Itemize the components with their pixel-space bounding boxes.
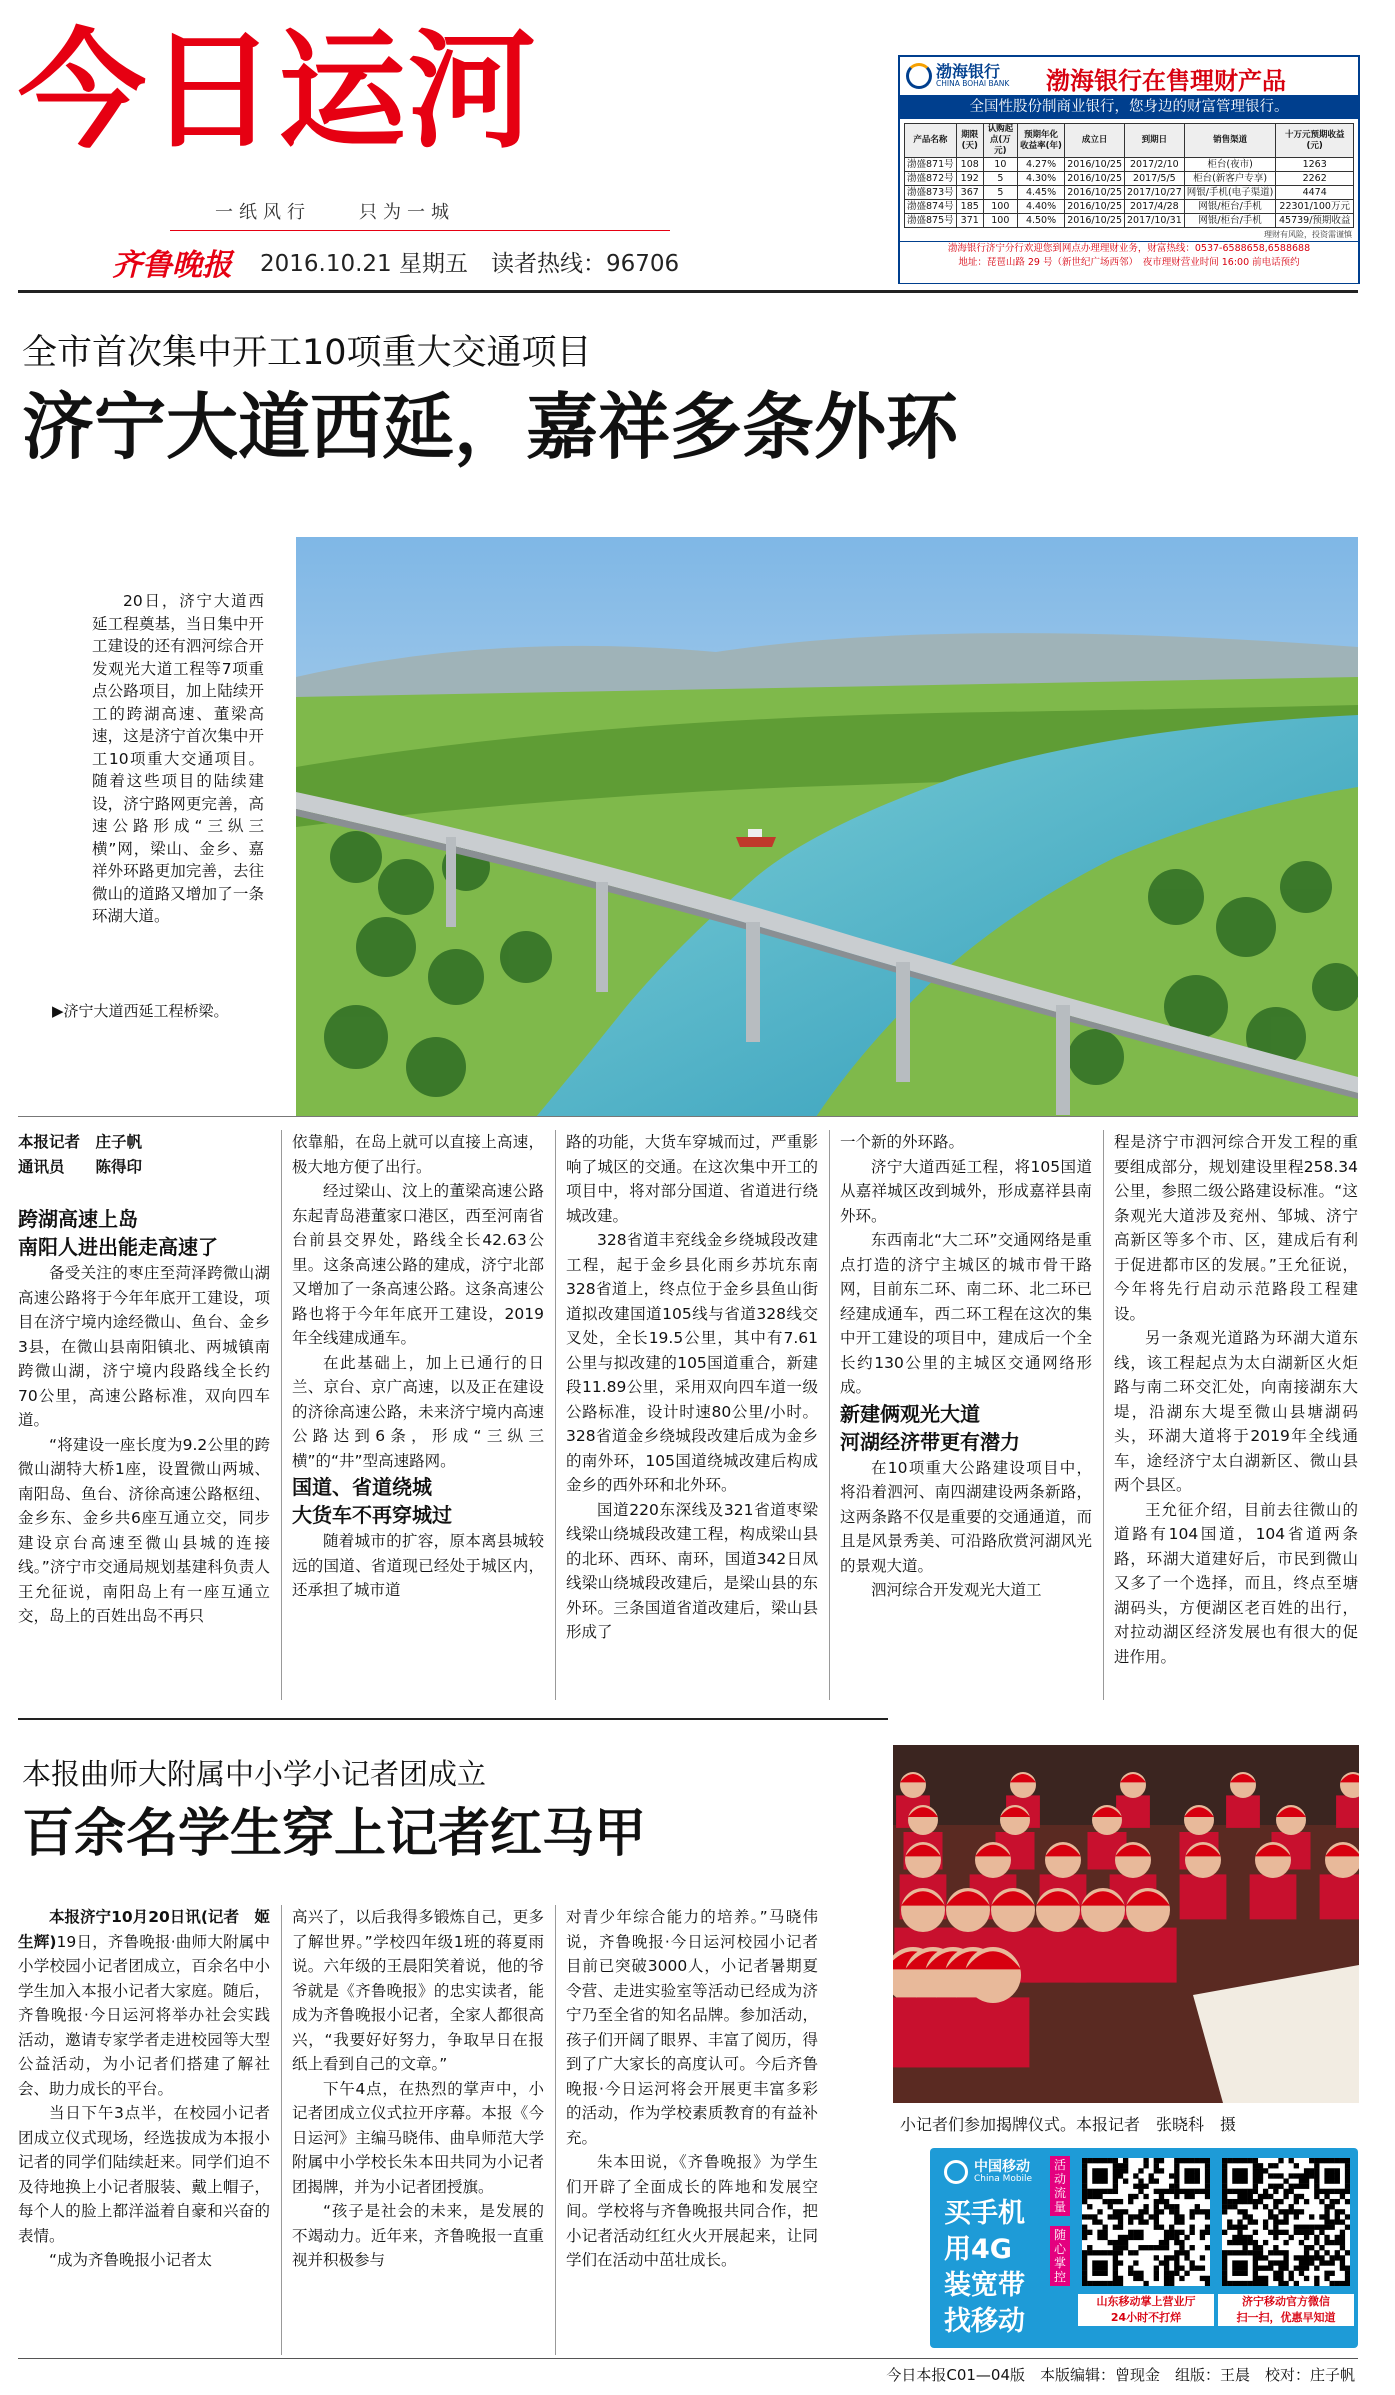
bank-table-header: 销售渠道 xyxy=(1184,124,1276,158)
story1-col1: 本报记者 庄子帆 通讯员 陈得印 跨湖高速上岛 南阳人进出能走高速了 备受关注的枣庄至菏泽跨微山湖高速公路将于今年年底开工建设，项目在济宁境内途经微山、鱼台、金乡3县，在微山县南阳镇北、两城镇南跨微山湖，济宁境内段路线全长约70公里，高速公路标准，双向四车道。 “将建设一座长度为9.2公里的跨微山湖特大桥1座，设置微山两城、南阳岛、鱼台、济徐高速公路枢纽、金乡东、金乡共6座互通立交，同步建设京台高速至微山县城的连接线。”济宁市交通局规划基建科负责人王允征说，南阳岛上有一座互通立交，岛上的百姓出岛不再只 xyxy=(18,1130,270,1629)
bank-table-row xyxy=(905,186,1354,200)
bank-table-cell: 4474 xyxy=(1276,186,1354,200)
bank-table-cell: 4.30% xyxy=(1017,172,1064,186)
bank-table-cell: 108 xyxy=(956,158,983,172)
story2-col1: 本报济宁10月20日讯(记者 姬生辉)19日，齐鲁晚报·曲师大附属中小学校园小记者团成立，百余名中小学生加入本报小记者大家庭。随后，齐鲁晚报·今日运河将举办社会实践活动，邀请专家学者走进校园等大型公益活动，为小记者们搭建了解社会、助力成长的平台。 当日下午3点半，在校园小记者团成立仪式现场，经选拔成为本报小记者的同学们陆续赶来。同学们迫不及待地换上小记者服装、戴上帽子，每个人的脸上都洋溢着自豪和兴奋的表情。 “成为齐鲁晚报小记者太 xyxy=(18,1908,270,2269)
story1-intro: 20日，济宁大道西延工程奠基，当日集中开工建设的还有泗河综合开发观光大道工程等7项重点公路项目，加上陆续开工的跨湖高速、董梁高速，这是济宁首次集中开工10项重大交通项目。随着这些项目的陆续建设，济宁路网更完善，高速公路形成“三纵三横”网，梁山、金乡、嘉祥外环路更加完善，去往微山的道路又增加了一条环湖大道。 xyxy=(92,592,264,925)
bank-table-row xyxy=(905,200,1354,214)
bank-table-row xyxy=(905,214,1354,228)
story1-col3: 路的功能，大货车穿城而过，严重影响了城区的交通。在这次集中开工的项目中，将对部分国道、省道进行绕城改建。 328省道丰兖线金乡绕城段改建工程，起于金乡县化雨乡苏坑东南328省道上，终点位于金乡县鱼山街道拟改建国道105线与省道328线交叉处，全长19.5公里，其中有7.61公里与拟改建的105国道重合，新建段11.89公里，采用双向四车道一级公路标准，设计时速80公里/小时。328省道金乡绕城段改建后成为金乡的南外环，105国道绕城改建后构成金乡的西外环和北外环。 国道220东深线及321省道枣梁线梁山绕城段改建工程，构成梁山县的北环、西环、南环，国道342日凤线梁山绕城段改建后，是梁山县的东外环。三条国道省道改建后，梁山县形成了 xyxy=(566,1133,818,1641)
bank-table-cell: 网银/手机(电子渠道) xyxy=(1184,186,1276,200)
masthead-divider xyxy=(18,290,1358,293)
footer-rule xyxy=(18,2358,1358,2359)
bank-table-cell: 渤盛871号 xyxy=(905,158,957,172)
bank-table-cell: 柜台(夜市) xyxy=(1184,158,1276,172)
bank-table-cell: 10 xyxy=(983,158,1017,172)
mobile-ad-slogan: 买手机 用4G 装宽带 找移动 xyxy=(944,2198,1025,2337)
story1-kicker: 全市首次集中开工10项重大交通项目 xyxy=(22,333,592,373)
bank-ad-footnote: 理财有风险，投资需谨慎 xyxy=(1264,230,1352,239)
story2-headline: 百余名学生穿上记者红马甲 xyxy=(22,1804,647,1864)
mobile-ad[interactable] xyxy=(930,2148,1358,2348)
qr-code-1-icon xyxy=(1082,2158,1210,2286)
qr-code-2-icon xyxy=(1222,2158,1350,2286)
bank-table-header: 产品名称 xyxy=(905,124,957,158)
bank-ad-footer-line1: 渤海银行济宁分行欢迎您到网点办理理财业务，财富热线：0537-6588658,6588688 xyxy=(947,243,1311,254)
bank-table-header: 期限(天) xyxy=(956,124,983,158)
bank-table-cell: 100 xyxy=(983,200,1017,214)
bank-table-cell: 4.45% xyxy=(1017,186,1064,200)
story1-byline2: 通讯员 陈得印 xyxy=(18,1157,143,1176)
bank-ad-header xyxy=(900,57,1358,95)
bank-table-cell: 4.40% xyxy=(1017,200,1064,214)
china-mobile-logo-icon xyxy=(944,2160,968,2184)
bank-table-cell: 渤盛875号 xyxy=(905,214,957,228)
bank-table-cell: 4.50% xyxy=(1017,214,1064,228)
bank-logo-icon xyxy=(906,63,932,89)
bank-table-cell: 网银/柜台/手机 xyxy=(1184,214,1276,228)
bank-table-cell: 5 xyxy=(983,186,1017,200)
bank-table-header: 成立日 xyxy=(1065,124,1125,158)
story1-headline: 济宁大道西延，嘉祥多条外环 xyxy=(22,385,959,469)
story1-col2: 依靠船，在岛上就可以直接上高速，极大地方便了出行。 经过梁山、汶上的董梁高速公路东起青岛港董家口港区，西至河南省台前县交界处，路线全长42.63公里。这条高速公路的建成，济宁北部又增加了一条高速公路。这条高速公路也将于今年年底开工建设，2019年全线建成通车。 在此基础上，加上已通行的日兰、京台、京广高速，以及正在建设的济徐高速公路，未来济宁境内高速公路达到6条，形成“三纵三横”的“井”型高速路网。 国道、省道绕城 大货车不再穿城过 随着城市的扩容，原本离县城较远的国道、省道现已经处于城区内，还承担了城市道 xyxy=(292,1133,544,1599)
story-divider xyxy=(18,1718,888,1720)
date-line: 2016.10.21 星期五 读者热线：96706 xyxy=(260,251,680,277)
story1-byline1: 本报记者 庄子帆 xyxy=(18,1133,143,1151)
bank-table-cell: 2016/10/25 xyxy=(1065,214,1125,228)
masthead-rule xyxy=(170,230,670,231)
bank-table-header: 认购起点(万元) xyxy=(983,124,1017,158)
masthead-title: 今日运河 xyxy=(18,17,539,166)
bank-table-cell: 2017/4/28 xyxy=(1125,200,1185,214)
bank-table-cell: 2017/2/10 xyxy=(1125,158,1185,172)
mobile-brand-en: China Mobile xyxy=(974,2174,1033,2184)
bank-ad-tagline: 全国性股份制商业银行，您身边的财富管理银行。 xyxy=(900,95,1358,119)
bank-table-cell: 柜台(新客户专享) xyxy=(1184,172,1276,186)
story1-subhead3: 新建俩观光大道 河湖经济带更有潜力 xyxy=(840,1401,1020,1454)
page-footer: 今日本报C01—04版 本版编辑：曾现金 组版：王晨 校对：庄子帆 xyxy=(886,2366,1355,2384)
qr-code-1[interactable] xyxy=(1082,2158,1210,2286)
bank-table-cell: 2017/10/27 xyxy=(1125,186,1185,200)
bank-ad-footer-line2: 地址：琵琶山路 29 号（新世纪广场西邻） 夜市理财营业时间 16:00 前电话预约 xyxy=(958,257,1300,268)
mobile-ad-tag2: 随心掌控 xyxy=(1050,2226,1070,2286)
bridge-photo xyxy=(296,537,1358,1117)
bank-table-cell: 367 xyxy=(956,186,983,200)
masthead-slogan: 一纸风行 只为一城 xyxy=(215,202,455,223)
qr-code-2[interactable] xyxy=(1222,2158,1350,2286)
bank-table-cell: 2016/10/25 xyxy=(1065,200,1125,214)
bank-table-cell: 100 xyxy=(983,214,1017,228)
bank-ad-footer xyxy=(900,241,1358,283)
bank-table-cell: 2016/10/25 xyxy=(1065,172,1125,186)
story1-photo-rule xyxy=(18,1116,1358,1117)
story2-photo-caption: 小记者们参加揭牌仪式。本报记者 张晓科 摄 xyxy=(900,2115,1237,2134)
bank-table-cell: 185 xyxy=(956,200,983,214)
bank-table-cell: 1263 xyxy=(1276,158,1354,172)
bank-logo-en: CHINA BOHAI BANK xyxy=(936,79,1010,88)
bridge-photo-svg xyxy=(296,537,1358,1117)
qr-caption-2: 济宁移动官方微信 扫一扫，优惠早知道 xyxy=(1218,2294,1354,2326)
story1-col5: 程是济宁市泗河综合开发工程的重要组成部分，规划建设里程258.34公里，参照二级公路建设标准。“这条观光大道涉及兖州、邹城、济宁高新区等多个市、区，建成后有利于促进都市区的发展。”王允征说，今年将先行启动示范路段工程建设。 另一条观光道路为环湖大道东线，该工程起点为太白湖新区火炬路与南二环交汇处，向南接湖东大堤，沿湖东大堤至微山县塘湖码头，环湖大道将于2019年全线通车，途经济宁太白湖新区、微山县两个县区。 王允征介绍，目前去往微山的道路有104国道，104省道两条路，环湖大道建好后，市民到微山又多了一个选择，而且，终点至塘湖码头，方便湖区老百姓的出行，对拉动湖区经济发展也有很大的促进作用。 xyxy=(1114,1133,1358,1666)
bank-product-table xyxy=(904,123,1354,228)
bank-table-header: 十万元预期收益(元) xyxy=(1276,124,1354,158)
qr-caption-1: 山东移动掌上营业厅 24小时不打烊 xyxy=(1078,2294,1214,2326)
students-photo xyxy=(893,1745,1359,2103)
bank-table-header: 到期日 xyxy=(1125,124,1185,158)
bank-ad[interactable] xyxy=(898,55,1360,284)
bank-table-cell: 2017/10/31 xyxy=(1125,214,1185,228)
paper-name-logo: 齐鲁晚报 xyxy=(112,248,232,283)
bank-table-cell: 5 xyxy=(983,172,1017,186)
bank-table-cell: 45739/预期收益 xyxy=(1276,214,1354,228)
bank-table-cell: 渤盛873号 xyxy=(905,186,957,200)
story1-col4: 一个新的外环路。 济宁大道西延工程，将105国道从嘉祥城区改到城外，形成嘉祥县南外环。 东西南北“大二环”交通网络是重点打造的济宁主城区的城市骨干路网，目前东二环、南二环、北二环已经建成通车，西二环工程在这次的集中开工建设的项目中，建成后一个全长约130公里的主城区交通网络形成。 新建俩观光大道 河湖经济带更有潜力 在10项重大公路建设项目中，将沿着泗河、南四湖建设两条新路，这两条路不仅是重要的交通通道，而且是风景秀美、可沿路欣赏河湖风光的景观大道。 泗河综合开发观光大道工 xyxy=(840,1133,1092,1599)
story1-subhead2: 国道、省道绕城 大货车不再穿城过 xyxy=(292,1475,452,1527)
bank-table-row xyxy=(905,158,1354,172)
bank-table-cell: 2016/10/25 xyxy=(1065,186,1125,200)
story2-kicker: 本报曲师大附属中小学小记者团成立 xyxy=(22,1757,487,1791)
bank-table-cell: 4.27% xyxy=(1017,158,1064,172)
bank-table-cell: 22301/100万元 xyxy=(1276,200,1354,214)
bank-ad-headline: 渤海银行在售理财产品 xyxy=(1046,67,1286,95)
bank-table-cell: 渤盛874号 xyxy=(905,200,957,214)
story1-subhead1: 跨湖高速上岛 南阳人进出能走高速了 xyxy=(18,1207,218,1259)
students-photo-svg xyxy=(893,1745,1359,2103)
story1-photo-caption: ▶济宁大道西延工程桥梁。 xyxy=(52,1002,229,1020)
story2-col3: 对青少年综合能力的培养。”马晓伟说，齐鲁晚报·今日运河校园小记者目前已突破3000人，小记者暑期夏令营、走进实验室等活动已经成为济宁乃至全省的知名品牌。参加活动，孩子们开阔了眼界、丰富了阅历，得到了广大家长的高度认可。今后齐鲁晚报·今日运河将会开展更丰富多彩的活动，作为学校素质教育的有益补充。 朱本田说，《齐鲁晚报》为学生们开辟了全面成长的阵地和发展空间。学校将与齐鲁晚报共同合作，把小记者活动红红火火开展起来，让同学们在活动中茁壮成长。 xyxy=(566,1908,818,2269)
bank-table-cell: 网银/柜台/手机 xyxy=(1184,200,1276,214)
bank-table-cell: 渤盛872号 xyxy=(905,172,957,186)
bank-table-header: 预期年化收益率(年) xyxy=(1017,124,1064,158)
bank-logo-name: 渤海银行 xyxy=(936,62,1001,81)
mobile-brand-cn: 中国移动 xyxy=(974,2159,1030,2175)
bank-table-cell: 2016/10/25 xyxy=(1065,158,1125,172)
bank-table-cell: 2017/5/5 xyxy=(1125,172,1185,186)
bank-table-cell: 371 xyxy=(956,214,983,228)
bank-table-cell: 192 xyxy=(956,172,983,186)
story2-dateline: 本报济宁10月20日讯(记者 姬生辉) xyxy=(18,1908,270,1951)
story2-col2: 高兴了，以后我得多锻炼自己，更多了解世界。”学校四年级1班的蒋夏雨说。六年级的王晨阳笑着说，他的爷爷就是《齐鲁晚报》的忠实读者，能成为齐鲁晚报小记者，全家人都很高兴，“我要好好努力，争取早日在报纸上看到自己的文章。” 下午4点，在热烈的掌声中，小记者团成立仪式拉开序幕。本报《今日运河》主编马晓伟、曲阜师范大学附属中小学校长朱本田共同为小记者团揭牌，并为小记者团授旗。 “孩子是社会的未来，是发展的不竭动力。近年来，齐鲁晚报一直重视并积极参与 xyxy=(292,1908,544,2269)
bank-table-cell: 2262 xyxy=(1276,172,1354,186)
mobile-ad-tag1: 活动流量 xyxy=(1050,2156,1070,2216)
bank-table-row xyxy=(905,172,1354,186)
